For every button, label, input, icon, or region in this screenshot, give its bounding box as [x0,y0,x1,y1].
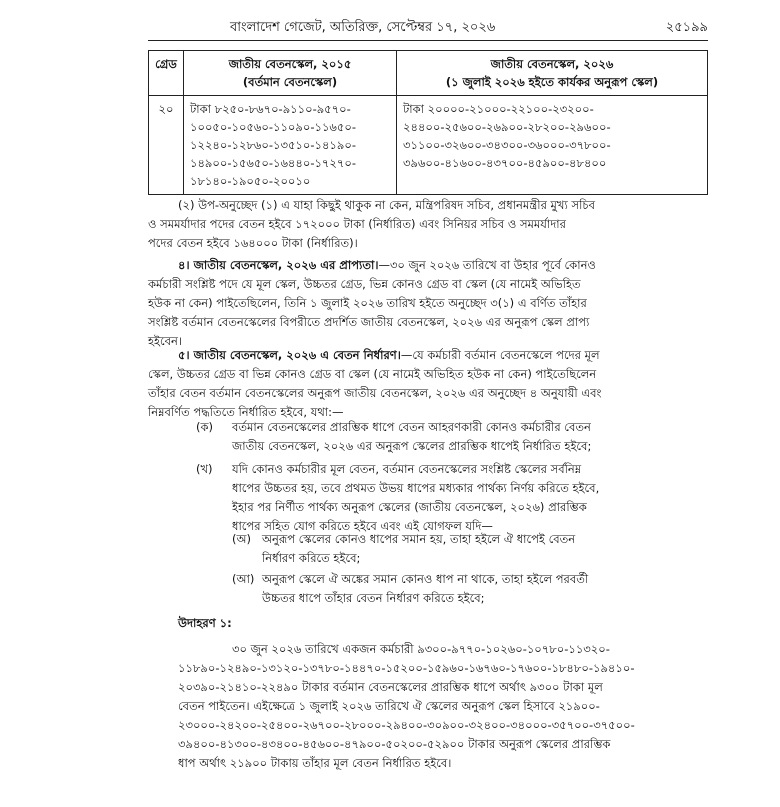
header-rule [148,40,708,41]
table-header-row [149,51,708,96]
old-scale-cell: টাকা ৮২৫০-৮৬৭০-৯১১০-৯৫৭০- ১০০৫০-১০৫৬০-১১০৯০-১১৬৫০- ১২২৪০-১২৮৬০-১৩৫১০-১৪১৯০- ১৪৯০০-১৫৬৫০-১৬৪৪০-১৭২৭০- ১৮১৪০-১৯০৫০-২০০১০ [184,96,397,195]
item-ka: বর্তমান বেতনস্কেলের প্রারম্ভিক ধাপে বেতন আহরণকারী কোনও কর্মচারীর বেতন জাতীয় বেতনস্কেল, ২০২৬ এর অনুরূপ স্কেলের প্রারম্ভিক ধাপেই নির্ধারিত হইবে; [232,420,592,453]
pay-scale-table [148,50,708,195]
table-row [149,96,708,195]
page-header [148,18,708,38]
paragraph-2: (২) উপ-অনুচ্ছেদ (১) এ যাহা কিছুই থাকুক না কেন, মন্ত্রিপরিষদ সচিব, প্রধানমন্ত্রীর মুখ্য সচিব ও সমমর্যাদার পদের বেতন হইবে ১৭২০০০ টাকা (নির্ধারিত) এবং সিনিয়র সচিব ও সমমর্যাদার পদের বেতন হইবে ১৬৪০০০ টাকা (নির্ধারিত)। [148,198,595,250]
header-new-scale: জাতীয় বেতনস্কেল, ২০২৬ (১ জুলাই ২০২৬ হইতে কার্যকর অনুরূপ স্কেল) [397,51,708,96]
subitem-label-a: (অ) [232,532,251,546]
section-4-heading: ৪। জাতীয় বেতনস্কেল, ২০২৬ এর প্রাপ্যতা। [178,258,379,272]
grade-cell: ২০ [149,96,184,195]
new-scale-cell: টাকা ২০০০০-২১০০০-২২১০০-২৩২০০- ২৪৪০০-২৫৬০০-২৬৯০০-২৮২০০-২৯৬০০- ৩১১০০-৩২৬০০-৩৪৩০০-৩৬০০০-৩৭৮০০- ৩৯৬০০-৪১৬০০-৪৩৭০০-৪৫৯০০-৪৮৪০০ [397,96,708,195]
gazette-title: বাংলাদেশ গেজেট, অতিরিক্ত, সেপ্টেম্বর ১৭, ২০২৬ [230,20,496,35]
section-4: ৪। জাতীয় বেতনস্কেল, ২০২৬ এর প্রাপ্যতা।—৩০ জুন ২০২৬ তারিখে বা উহার পূর্বে কোনও কর্মচারী সংশ্লিষ্ট পদে যে মূল স্কেল, উচ্চতর গ্রেড, ভিন্ন কোনও গ্রেড বা স্কেল (যে নামেই অভিহিত হউক না কেন) পাইতেছিলেন, তিনি ১ জুলাই ২০২৬ তারিখ হইতে অনুচ্ছেদ ৩(১) এ বর্ণিত তাঁহার সংশ্লিষ্ট বর্তমান বেতনস্কেলের বিপরীতে প্রদর্শিত জাতীয় বেতনস্কেল, ২০২৬ এর অনুরূপ স্কেল প্রাপ্য হইবেন। [148,258,596,348]
header-old-scale: জাতীয় বেতনস্কেল, ২০১৫ (বর্তমান বেতনস্কেল) [184,51,397,96]
example-body: ৩০ জুন ২০২৬ তারিখে একজন কর্মচারী ৯৩০০-৯৭৭০-১০২৬০-১০৭৮০-১১৩২০- ১১৮৯০-১২৪৯০-১৩১২০-১৩৭৮০-১৪৪৭০-১৫২০০-১৫৯৬০-১৬৭৬০-১৭৬০০-১৮৪৮০-১৯৪১০- ২০৩৯০-২১৪১০-২২৪৯০ টাকার বর্তমান বেতনস্কেলের প্রারম্ভিক ধাপে অর্থাৎ ৯৩০০ টাকা মূল বেতন পাইতেন। এইক্ষেত্রে ১ জুলাই ২০২৬ তারিখে ঐ স্কেলের অনুরূপ স্কেল হিসাবে ২১৯০০- ২৩০০০-২৪২০০-২৫৪০০-২৬৭০০-২৮০০০-২৯৪০০-৩০৯০০-৩২৪০০-৩৪০০০-৩৫৭০০-৩৭৫০০- ৩৯৪০০-৪১৩০০-৪৩৪০০-৪৫৬০০-৪৭৯০০-৫০২০০-৫২৯০০ টাকার অনুরূপ স্কেলের প্রারম্ভিক ধাপ অর্থাৎ ২১৯০০ টাকায় তাঁহার মূল বেতন নির্ধারিত হইবে। [178,642,635,770]
item-label-ka: (ক) [196,420,214,434]
header-grade: গ্রেড [149,51,184,96]
page-number: ২৫১৯৯ [665,20,708,35]
item-label-kha: (খ) [196,462,213,476]
example-heading: উদাহরণ ১: [178,616,232,630]
section-5-heading: ৫। জাতীয় বেতনস্কেল, ২০২৬ এ বেতন নির্ধারণ। [178,348,401,362]
subitem-label-aa: (আ) [232,572,255,586]
section-5: ৫। জাতীয় বেতনস্কেল, ২০২৬ এ বেতন নির্ধারণ।—যে কর্মচারী বর্তমান বেতনস্কেলে পদের মূল স্কেল, উচ্চতর গ্রেড বা ভিন্ন কোনও গ্রেড বা স্কেল (যে নামেই অভিহিত হউক না কেন) পাইতেছিলেন তাঁহার বেতন বর্তমান বেতনস্কেলের অনুরূপ জাতীয় বেতনস্কেল, ২০২৬ এর অনুচ্ছেদ ৪ অনুযায়ী এবং নিম্নবর্ণিত পদ্ধতিতে নির্ধারিত হইবে, যথা:— [148,348,602,419]
subitem-aa: অনুরূপ স্কেলে ঐ অঙ্কের সমান কোনও ধাপ না থাকে, তাহা হইলে পরবর্তী উচ্চতর ধাপে তাঁহার বেতন নির্ধারণ করিতে হইবে; [262,572,589,605]
item-kha: যদি কোনও কর্মচারীর মূল বেতন, বর্তমান বেতনস্কেলের সংশ্লিষ্ট স্কেলের সর্বনিম্ন ধাপের উচ্চতর হয়, তবে প্রথমত উভয় ধাপের মধ্যকার পার্থক্য নির্ণয় করিতে হইবে, ইহার পর নির্ণীত পার্থক্য অনুরূপ স্কেলের (জাতীয় বেতনস্কেল, ২০২৬) প্রারম্ভিক ধাপের সহিত যোগ করিতে হইবে এবং এই যোগফল যদি— [232,462,600,533]
subitem-a: অনুরূপ স্কেলের কোনও ধাপের সমান হয়, তাহা হইলে ঐ ধাপেই বেতন নির্ধারণ করিতে হইবে; [262,532,576,565]
